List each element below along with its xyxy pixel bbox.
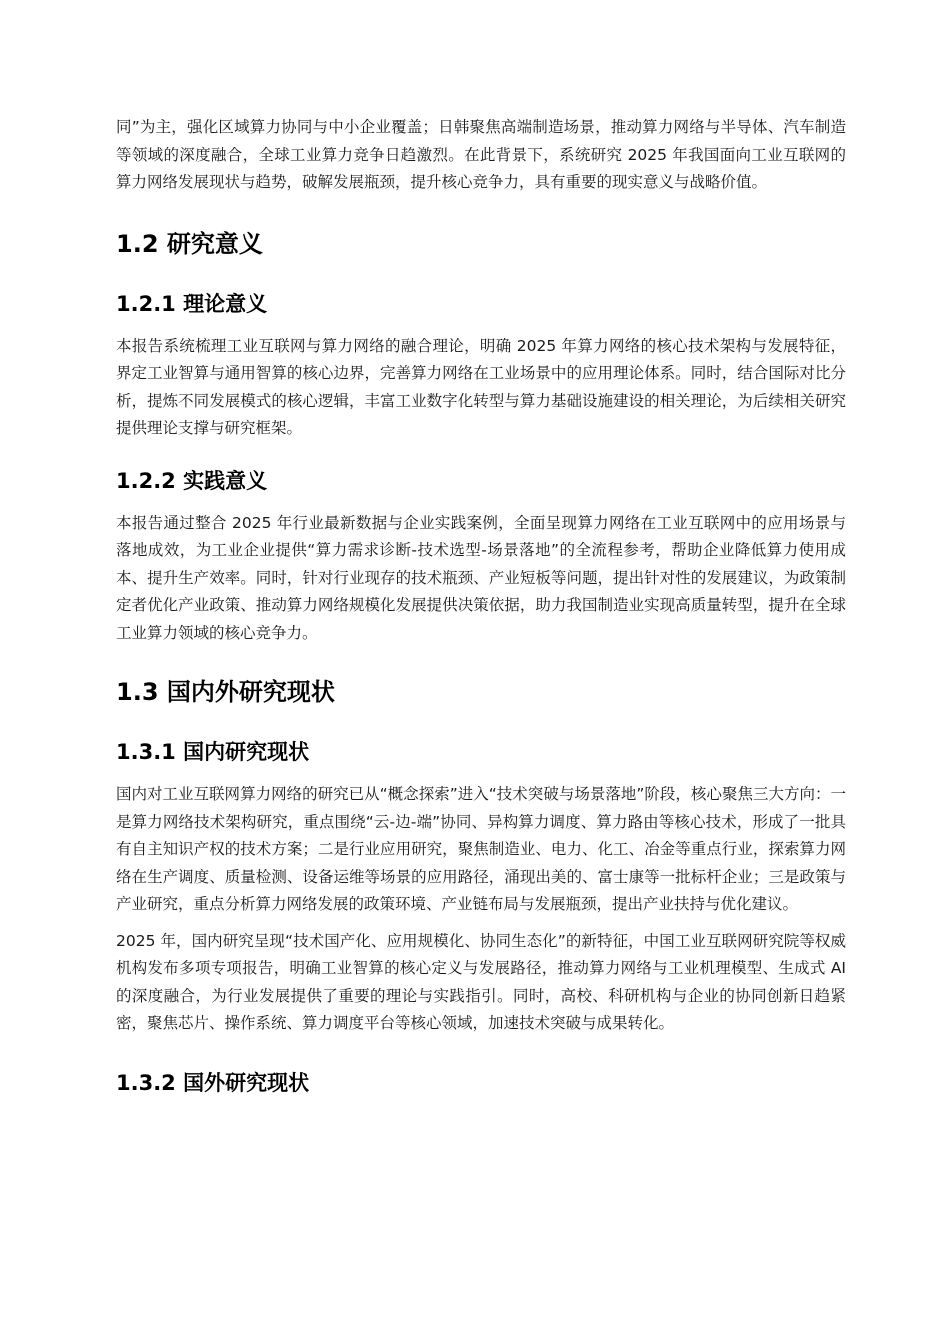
subsection-heading-1-2-1: 1.2.1 理论意义 [116, 291, 268, 316]
domestic-research-paragraph-2: 2025 年，国内研究呈现“技术国产化、应用规模化、协同生态化”的新特征，中国工业互联网研究院等权威机构发布多项专项报告，明确工业智算的核心定义与发展路径，推动算力网络与工业机理模型、生成式 AI 的深度融合，为行业发展提供了重要的理论与实践指引。同时，高校、科研机构与企业的协同创新日趋紧密，聚焦芯片、操作系统、算力调度平台等核心领域，加速技术突破与成果转化。 [116, 931, 846, 1032]
section-heading-1-2: 1.2 研究意义 [116, 229, 263, 258]
subsection-heading-1-3-1: 1.3.1 国内研究现状 [116, 740, 310, 764]
section-heading-1-3: 1.3 国内外研究现状 [116, 678, 335, 706]
intro-paragraph: 同”为主，强化区域算力协同与中小企业覆盖；日韩聚焦高端制造场景，推动算力网络与半导体、汽车制造等领域的深度融合，全球工业算力竞争日趋激烈。在此背景下，系统研究 2025 年我国面向工业互联网的算力网络发展现状与趋势，破解发展瓶颈，提升核心竞争力，具有重要的现实意义与战略价值。 [116, 118, 846, 191]
practice-significance-paragraph: 本报告通过整合 2025 年行业最新数据与企业实践案例，全面呈现算力网络在工业互联网中的应用场景与落地成效，为工业企业提供“算力需求诊断-技术选型-场景落地”的全流程参考，帮助企业降低算力使用成本、提升生产效率。同时，针对行业现存的技术瓶颈、产业短板等问题，提出针对性的发展建议，为政策制定者优化产业政策、推动算力网络规模化发展提供决策依据，助力我国制造业实现高质量转型，提升在全球工业算力领域的核心竞争力。 [116, 513, 846, 642]
domestic-research-paragraph-1: 国内对工业互联网算力网络的研究已从“概念探索”进入“技术突破与场景落地”阶段，核心聚焦三大方向：一是算力网络技术架构研究，重点围绕“云-边-端”协同、异构算力调度、算力路由等核心技术，形成了一批具有自主知识产权的技术方案；二是行业应用研究，聚焦制造业、电力、化工、冶金等重点行业，探索算力网络在生产调度、质量检测、设备运维等场景的应用路径，涌现出美的、富士康等一批标杆企业；三是政策与产业研究，重点分析算力网络发展的政策环境、产业链布局与发展瓶颈，提出产业扶持与优化建议。 [116, 785, 846, 913]
document-page [116, 114, 846, 1098]
theory-significance-paragraph: 本报告系统梳理工业互联网与算力网络的融合理论，明确 2025 年算力网络的核心技术架构与发展特征，界定工业智算与通用智算的核心边界，完善算力网络在工业场景中的应用理论体系。同时，结合国际对比分析，提炼不同发展模式的核心逻辑，丰富工业数字化转型与算力基础设施建设的相关理论，为后续相关研究提供理论支撑与研究框架。 [116, 336, 846, 437]
subsection-heading-1-2-2: 1.2.2 实践意义 [116, 468, 268, 493]
subsection-heading-1-3-2: 1.3.2 国外研究现状 [116, 1070, 310, 1095]
